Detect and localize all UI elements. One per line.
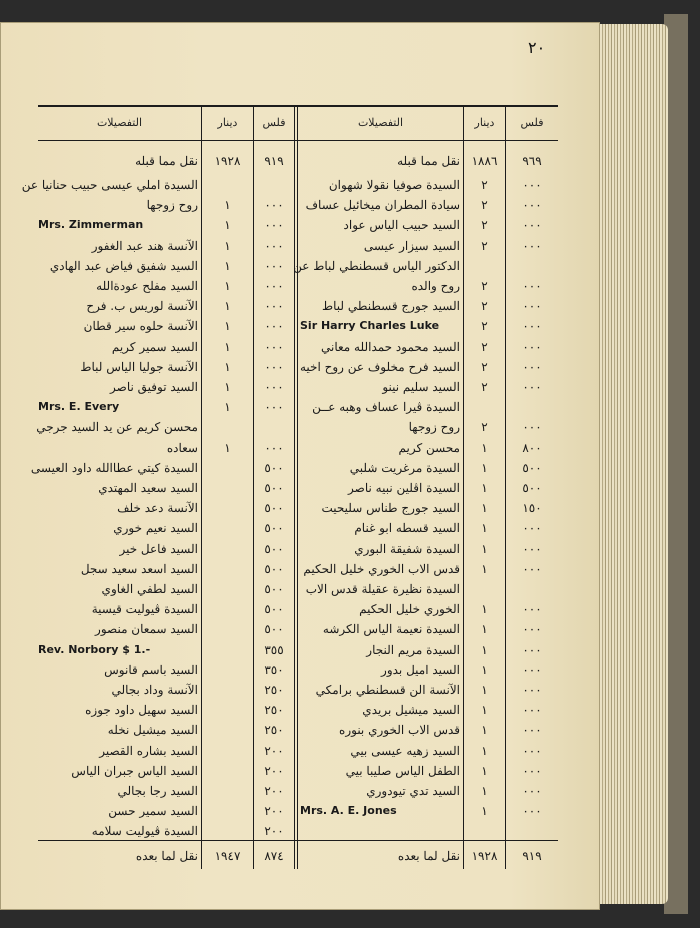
row-dinar: ١ xyxy=(224,380,231,394)
row-details: الآنسة جوليا الياس لباط xyxy=(80,360,198,374)
row-dinar: ١ xyxy=(481,441,488,455)
row-fils: ٠٠٠ xyxy=(264,360,284,374)
row-dinar: ١ xyxy=(481,804,488,818)
row-dinar: ١ xyxy=(481,481,488,495)
total-forward-fils: ٨٧٤ xyxy=(264,849,284,863)
total-forward-label: نقل لما بعده xyxy=(135,849,198,863)
row-dinar: ٢ xyxy=(481,420,488,434)
row-fils: ٢٠٠ xyxy=(264,824,284,838)
row-details: محسن كريم xyxy=(398,441,460,455)
row-fils: ٠٠٠ xyxy=(522,299,542,313)
row-dinar: ١ xyxy=(224,279,231,293)
row-fils: ٥٠٠ xyxy=(264,481,284,495)
row-fils: ٢٠٠ xyxy=(264,744,284,758)
row-dinar: ١ xyxy=(481,744,488,758)
row-fils: ٢٥٠ xyxy=(264,703,284,717)
row-details: السيدة مريم النجار xyxy=(366,643,460,657)
row-fils: ٠٠٠ xyxy=(522,239,542,253)
row-dinar: ١ xyxy=(224,340,231,354)
row-fils: ٥٠٠ xyxy=(264,501,284,515)
row-details: السيد سمعان منصور xyxy=(95,622,198,636)
row-details: السيد زهيه عيسى بيي xyxy=(350,744,460,758)
header-details-left: التفصيلات xyxy=(96,116,143,129)
row-details: السيد حبيب الياس عواد xyxy=(343,218,460,232)
row-fils: ٠٠٠ xyxy=(522,319,542,333)
row-fils: ١٥٠ xyxy=(522,501,542,515)
row-dinar: ١ xyxy=(481,622,488,636)
center-double-rule xyxy=(294,107,295,869)
row-details: السيد محمود حمدالله معاني xyxy=(321,340,460,354)
row-fils: ٠٠٠ xyxy=(522,178,542,192)
row-fils: ٠٠٠ xyxy=(522,380,542,394)
row-fils: ٠٠٠ xyxy=(522,562,542,576)
row-fils: ٥٠٠ xyxy=(264,582,284,596)
row-fils: ٢٠٠ xyxy=(264,804,284,818)
row-fils: ٥٠٠ xyxy=(522,461,542,475)
row-details: السيدة املي عيسى حبيب حنانيا عن xyxy=(21,178,198,192)
row-details: الآنسة الن قسطنطي برامكي xyxy=(315,683,460,697)
row-dinar: ١ xyxy=(224,319,231,333)
row-details: الخوري خليل الحكيم xyxy=(359,602,460,616)
total-rule xyxy=(38,840,558,841)
header-details-right: التفصيلات xyxy=(357,116,404,129)
row-fils: ٠٠٠ xyxy=(522,279,542,293)
row-details: سيادة المطران ميخائيل عساف xyxy=(305,198,460,212)
row-dinar: ٢ xyxy=(481,299,488,313)
row-details: Rev. Norbory $ 1.- xyxy=(38,643,151,656)
total-forward-fils: ٩١٩ xyxy=(522,849,542,863)
row-details: الآنسة دعد خلف xyxy=(117,501,198,515)
row-dinar: ١ xyxy=(481,703,488,717)
row-details: Mrs. A. E. Jones xyxy=(300,804,397,817)
row-dinar: ٢ xyxy=(481,319,488,333)
page-number: ٢٠ xyxy=(528,38,546,57)
row-dinar: ٢ xyxy=(481,239,488,253)
row-details: السيدة صوفيا نقولا شهوان xyxy=(328,178,460,192)
row-details: السيد جورج قسطنطي لباط xyxy=(322,299,460,313)
row-dinar: ١ xyxy=(224,360,231,374)
row-dinar: ٢ xyxy=(481,380,488,394)
row-details: السيدة مرغريت شلبي xyxy=(349,461,460,475)
row-fils: ٢٠٠ xyxy=(264,764,284,778)
row-fils: ٨٠٠ xyxy=(522,441,542,455)
row-fils: ٠٠٠ xyxy=(522,420,542,434)
row-fils: ٥٠٠ xyxy=(264,602,284,616)
row-details: السيد لطفي الغاوي xyxy=(101,582,198,596)
row-dinar: ١ xyxy=(481,663,488,677)
row-details: السيد ميشيل نخله xyxy=(107,723,198,737)
row-details: الآنسة وداد بجالي xyxy=(111,683,198,697)
row-details: قدس الاب الخوري خليل الحكيم xyxy=(303,562,460,576)
row-fils: ٠٠٠ xyxy=(522,542,542,556)
row-dinar: ١ xyxy=(224,441,231,455)
row-dinar: ١ xyxy=(481,542,488,556)
row-details: السيد رجا بجالي xyxy=(117,784,198,798)
row-dinar: ١ xyxy=(481,562,488,576)
row-details: السيدة نعيمة الياس الكرشه xyxy=(322,622,460,636)
row-details: السيد اسعد سعيد سجل xyxy=(80,562,198,576)
row-dinar: ١ xyxy=(481,723,488,737)
carried-forward-fils: ٩٦٩ xyxy=(522,154,542,168)
row-fils: ٠٠٠ xyxy=(522,622,542,636)
row-details: السيد باسم قانوس xyxy=(104,663,198,677)
row-dinar: ٢ xyxy=(481,340,488,354)
row-details: Mrs. Zimmerman xyxy=(38,218,144,231)
row-details: السيدة ڤيرا عساف وهبه عــن xyxy=(312,400,460,414)
row-dinar: ١ xyxy=(481,602,488,616)
row-fils: ٣٥٠ xyxy=(264,663,284,677)
row-details: السيد سيزار عيسى xyxy=(363,239,460,253)
row-dinar: ٢ xyxy=(481,198,488,212)
row-details: محسن كريم عن يد السيد جرجي xyxy=(36,420,198,434)
row-fils: ٠٠٠ xyxy=(264,400,284,414)
row-fils: ٠٠٠ xyxy=(522,804,542,818)
row-details: Mrs. E. Every xyxy=(38,400,120,413)
total-forward-dinar: ١٩٤٧ xyxy=(214,849,241,863)
row-fils: ٣٥٥ xyxy=(264,643,284,657)
row-details: السيد جورج طناس سليحيت xyxy=(321,501,460,515)
row-fils: ٢٠٠ xyxy=(264,784,284,798)
row-details: Sir Harry Charles Luke xyxy=(300,319,440,332)
row-details: السيد سمير حسن xyxy=(108,804,198,818)
carried-forward-dinar: ١٨٨٦ xyxy=(471,154,498,168)
carried-forward-dinar: ١٩٢٨ xyxy=(214,154,241,168)
row-details: السيد سمير كريم xyxy=(111,340,198,354)
row-fils: ٥٠٠ xyxy=(264,542,284,556)
row-details: السيد فاعل خير xyxy=(119,542,198,556)
row-details: السيدة كيتي عطاالله داود العيسى xyxy=(30,461,198,475)
row-details: السيد سليم نينو xyxy=(382,380,460,394)
row-fils: ٥٠٠ xyxy=(264,521,284,535)
total-forward-label: نقل لما بعده xyxy=(397,849,460,863)
row-details: روح زوجها xyxy=(146,198,198,212)
row-details: السيد تدي تيودوري xyxy=(366,784,460,798)
row-details: السيد اميل بدور xyxy=(381,663,460,677)
carried-forward-label: نقل مما قبله xyxy=(135,154,198,168)
row-dinar: ٢ xyxy=(481,218,488,232)
row-details: السيد الياس جبران الياس xyxy=(71,764,198,778)
row-dinar: ١ xyxy=(224,218,231,232)
header-fils-left: فلس xyxy=(262,116,286,129)
row-fils: ٠٠٠ xyxy=(522,602,542,616)
row-fils: ٢٥٠ xyxy=(264,723,284,737)
row-dinar: ١ xyxy=(224,259,231,273)
row-fils: ٢٥٠ xyxy=(264,683,284,697)
row-fils: ٠٠٠ xyxy=(264,319,284,333)
row-fils: ٠٠٠ xyxy=(522,723,542,737)
row-fils: ٠٠٠ xyxy=(264,198,284,212)
table-top-rule xyxy=(38,105,558,107)
total-forward-dinar: ١٩٢٨ xyxy=(471,849,498,863)
row-details: الآنسة لوريس ب. فرح xyxy=(86,299,198,313)
row-fils: ٠٠٠ xyxy=(264,279,284,293)
row-fils: ٠٠٠ xyxy=(522,521,542,535)
row-details: الآنسة حلوه سير قطان xyxy=(83,319,198,333)
row-details: السيد بشاره القصير xyxy=(99,744,198,758)
row-fils: ٠٠٠ xyxy=(522,663,542,677)
row-fils: ٥٠٠ xyxy=(264,461,284,475)
row-fils: ٠٠٠ xyxy=(264,340,284,354)
row-dinar: ١ xyxy=(481,683,488,697)
row-fils: ٠٠٠ xyxy=(264,441,284,455)
row-fils: ٠٠٠ xyxy=(264,218,284,232)
row-dinar: ١ xyxy=(224,198,231,212)
header-rule xyxy=(38,140,558,141)
row-dinar: ١ xyxy=(481,643,488,657)
row-fils: ٠٠٠ xyxy=(522,643,542,657)
row-dinar: ١ xyxy=(481,764,488,778)
row-details: السيدة ڤيوليت سلامه xyxy=(91,824,198,838)
row-details: الآنسة هند عبد الغفور xyxy=(91,239,198,253)
row-details: السيد ميشيل بريدي xyxy=(362,703,460,717)
row-fils: ٥٠٠ xyxy=(522,481,542,495)
row-dinar: ١ xyxy=(481,461,488,475)
header-dinar-left: دينار xyxy=(217,116,238,129)
row-details: السيدة ڤيوليت قيسية xyxy=(91,602,198,616)
row-details: السيد قسطه ابو غنام xyxy=(354,521,460,535)
row-fils: ٠٠٠ xyxy=(522,218,542,232)
carried-forward-label: نقل مما قبله xyxy=(397,154,460,168)
page-edges xyxy=(588,24,668,904)
carried-forward-fils: ٩١٩ xyxy=(264,154,284,168)
row-details: السيد سهيل داود جوزه xyxy=(85,703,198,717)
header-dinar-right: دينار xyxy=(474,116,495,129)
row-details: السيد نعيم خوري xyxy=(113,521,198,535)
row-fils: ٥٠٠ xyxy=(264,562,284,576)
row-dinar: ١ xyxy=(481,501,488,515)
row-fils: ٠٠٠ xyxy=(522,340,542,354)
row-details: الدكتور الياس قسطنطي لباط عن xyxy=(293,259,460,273)
row-fils: ٠٠٠ xyxy=(522,198,542,212)
row-details: السيدة اڤلين نبيه ناصر xyxy=(348,481,460,495)
row-details: السيدة نظيرة عقيلة قدس الاب xyxy=(305,582,460,596)
center-double-rule xyxy=(297,107,298,869)
header-fils-right: فلس xyxy=(520,116,544,129)
row-details: السيد مفلح عودةالله xyxy=(96,279,198,293)
row-dinar: ١ xyxy=(224,239,231,253)
row-details: روح والده xyxy=(411,279,460,293)
row-fils: ٠٠٠ xyxy=(522,683,542,697)
row-fils: ٠٠٠ xyxy=(522,784,542,798)
row-fils: ٠٠٠ xyxy=(264,299,284,313)
row-dinar: ١ xyxy=(224,299,231,313)
row-details: قدس الاب الخوري بنوره xyxy=(339,723,460,737)
row-fils: ٠٠٠ xyxy=(522,703,542,717)
row-details: سعاده xyxy=(166,441,198,455)
row-dinar: ١ xyxy=(481,521,488,535)
row-fils: ٠٠٠ xyxy=(264,380,284,394)
row-fils: ٠٠٠ xyxy=(522,764,542,778)
row-details: السيد سعيد المهتدي xyxy=(98,481,198,495)
row-dinar: ٢ xyxy=(481,279,488,293)
row-fils: ٥٠٠ xyxy=(264,622,284,636)
row-details: السيد توفيق ناصر xyxy=(110,380,198,394)
row-details: السيدة شفيقة البوري xyxy=(354,542,460,556)
row-fils: ٠٠٠ xyxy=(522,744,542,758)
row-details: الطفل الياس صليبا بيي xyxy=(345,764,460,778)
row-details: روح زوجها xyxy=(408,420,460,434)
row-fils: ٠٠٠ xyxy=(522,360,542,374)
row-dinar: ١ xyxy=(481,784,488,798)
row-fils: ٠٠٠ xyxy=(264,259,284,273)
row-dinar: ٢ xyxy=(481,360,488,374)
row-dinar: ١ xyxy=(224,400,231,414)
row-details: السيد فرح مخلوف عن روح اخيه xyxy=(299,360,460,374)
row-dinar: ٢ xyxy=(481,178,488,192)
row-details: السيد شفيق فياض عبد الهادي xyxy=(49,259,198,273)
row-fils: ٠٠٠ xyxy=(264,239,284,253)
